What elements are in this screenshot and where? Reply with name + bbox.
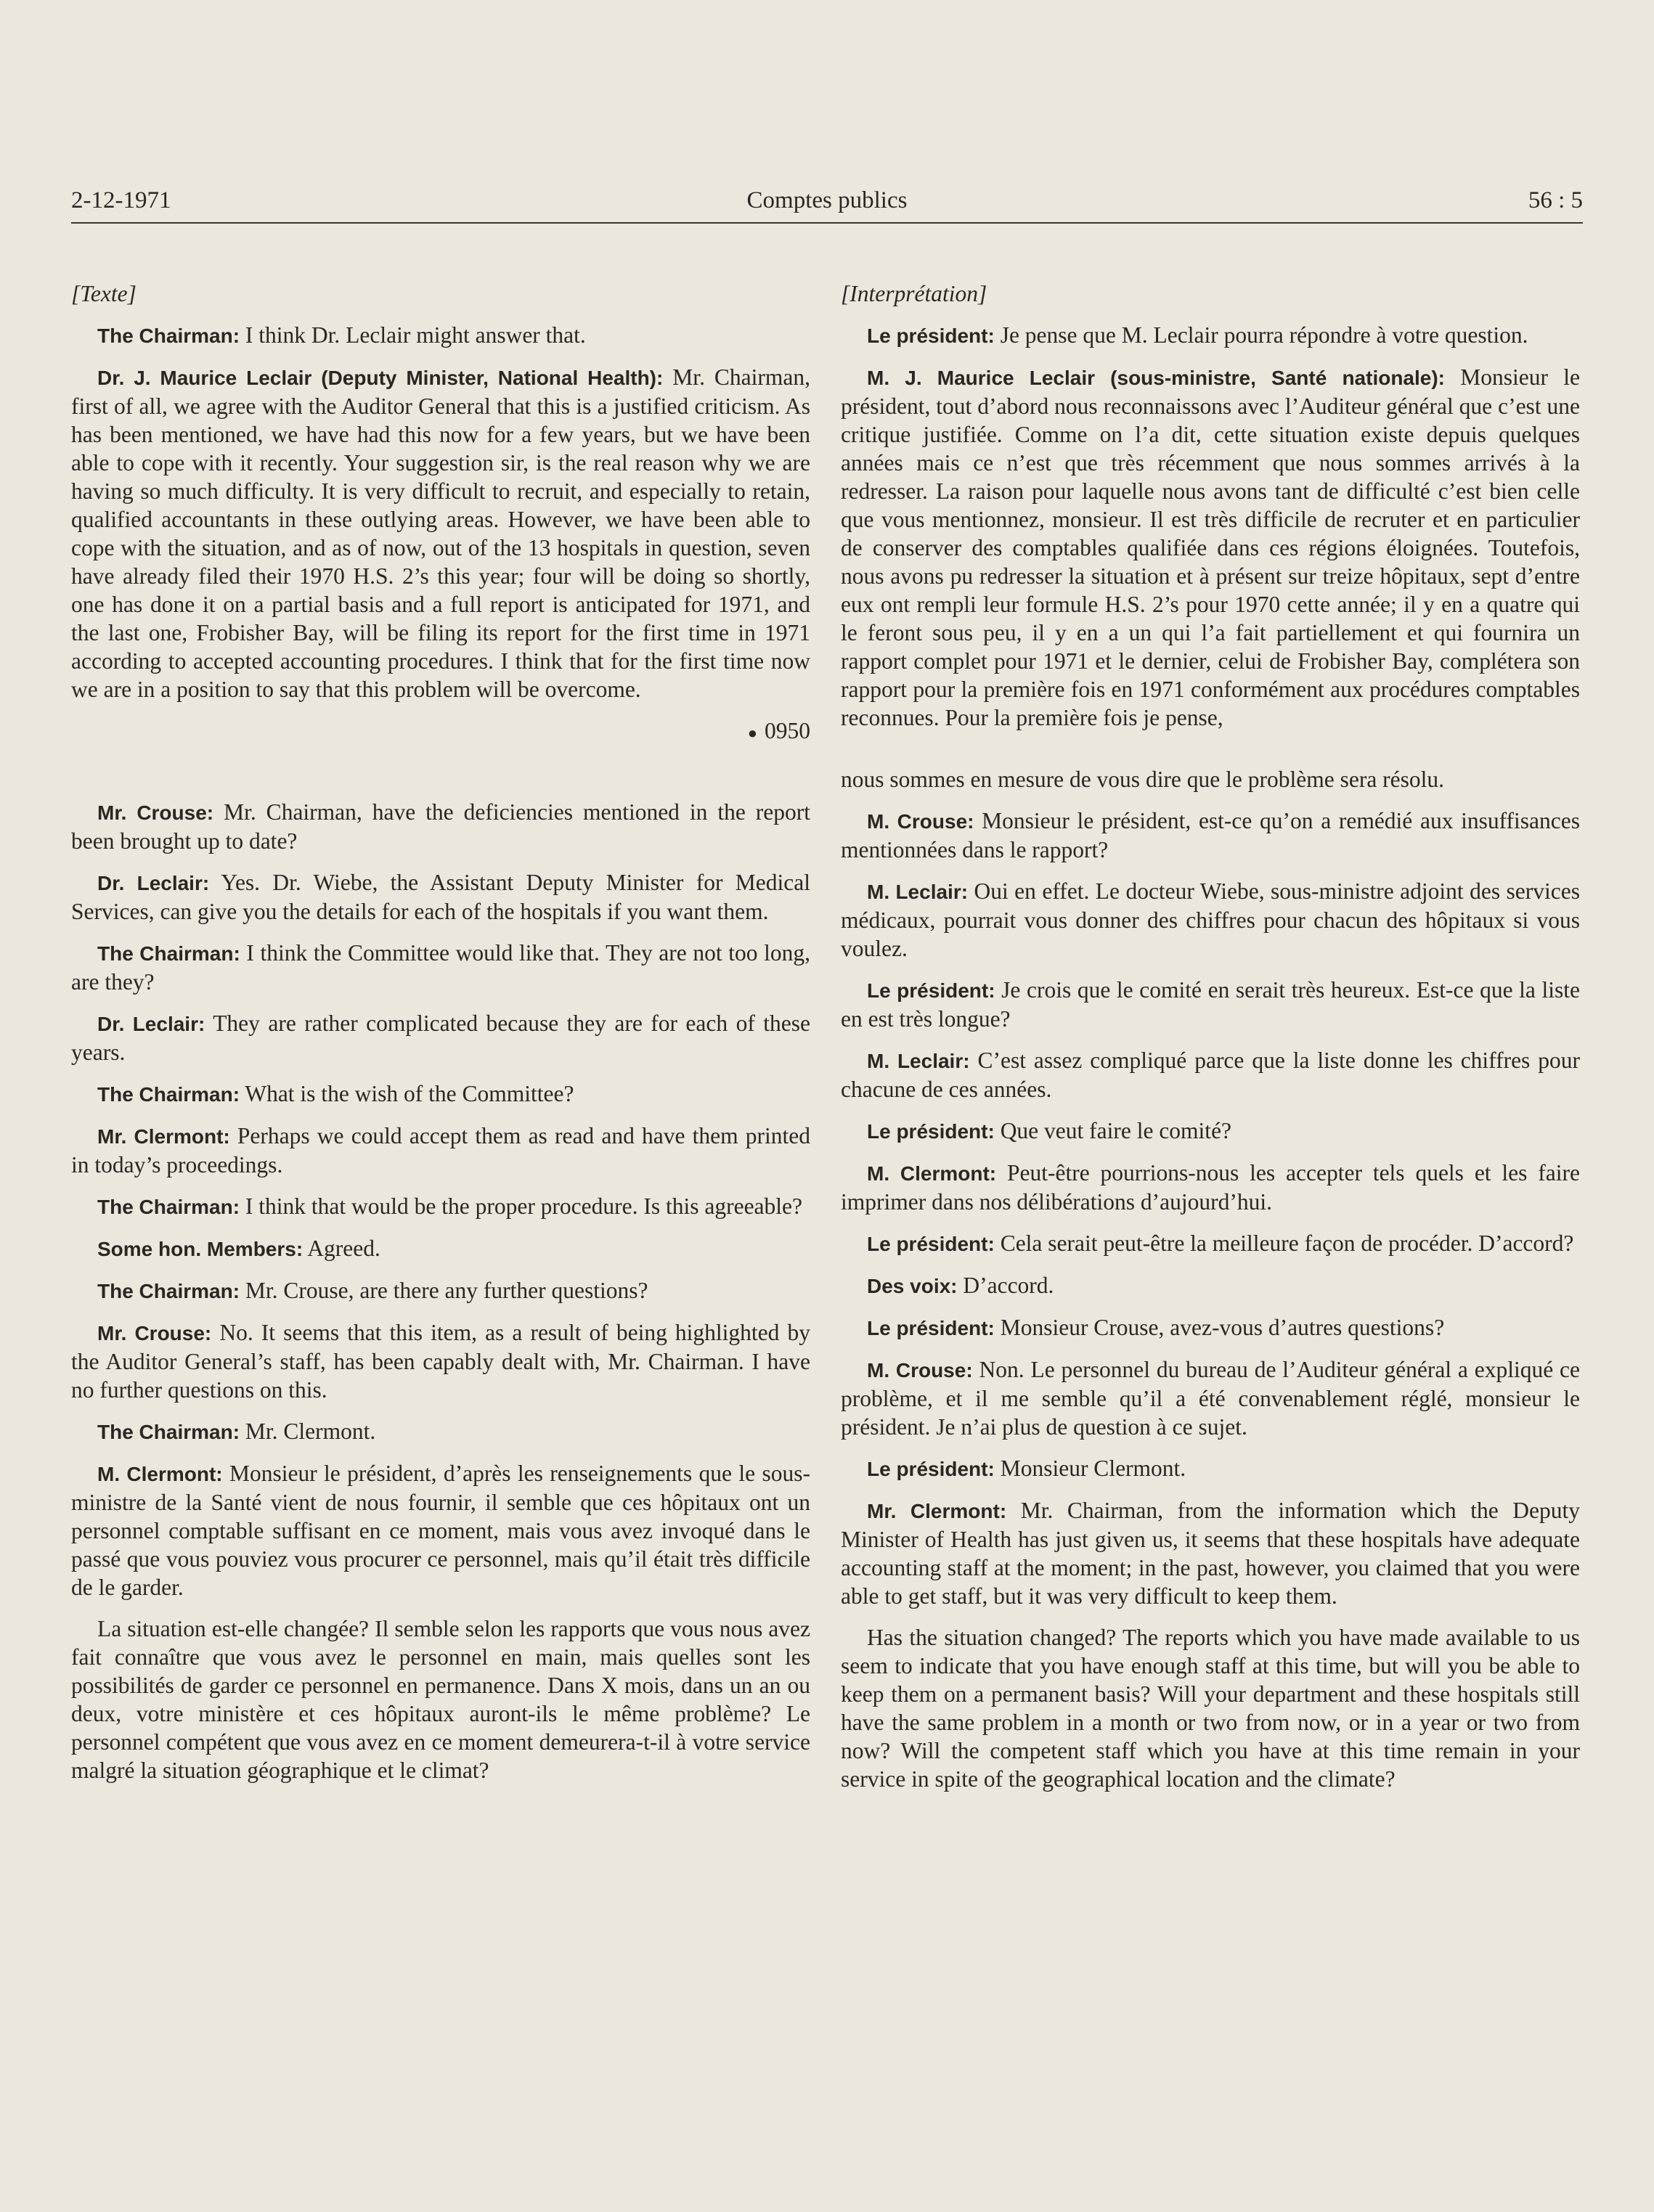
header-rule bbox=[71, 222, 1583, 224]
speech-text: I think Dr. Leclair might answer that. bbox=[240, 322, 586, 348]
section-label-texte: [Texte] bbox=[71, 281, 137, 306]
speaker-name: Dr. Leclair: bbox=[97, 1013, 205, 1036]
speech-paragraph bbox=[71, 1234, 810, 1263]
speaker-name: Mr. Crouse: bbox=[97, 801, 214, 825]
speech-paragraph bbox=[841, 976, 1580, 1033]
speech-paragraph bbox=[71, 1276, 810, 1305]
bullet-icon: ● bbox=[747, 724, 757, 743]
page-number: 56 : 5 bbox=[1528, 187, 1583, 213]
speech-paragraph bbox=[841, 1454, 1580, 1483]
speech-text: Yes. Dr. Wiebe, the Assistant Deputy Minister for Medical Services, can give you the details for each of the hospitals if you want them. bbox=[71, 870, 810, 925]
speech-text: Mr. Chairman, have the deficiencies mentioned in the report been brought up to date? bbox=[71, 799, 811, 854]
speech-text: Non. Le personnel du bureau de l’Auditeur général a expliqué ce problème, et il me semble qu’il a été convenablement réglé, monsieur le président. Je n’ai plus de question à ce sujet. bbox=[841, 1357, 1580, 1440]
speech-text: Mr. Crouse, are there any further questions? bbox=[240, 1278, 648, 1304]
speaker-name: Dr. Leclair: bbox=[97, 872, 210, 895]
speaker-name: Le président: bbox=[867, 1233, 995, 1255]
speech-text: Monsieur le président, est-ce qu’on a remédié aux insuffisances mentionnées dans le rapport? bbox=[841, 808, 1580, 862]
speaker-name: The Chairman: bbox=[97, 942, 240, 966]
speech-text: I think that would be the proper procedure. Is this agreeable? bbox=[240, 1193, 802, 1220]
left-column-english bbox=[71, 279, 810, 1797]
speech-text: Je crois que le comité en serait très heureux. Est-ce que la liste en est très longue? bbox=[841, 977, 1580, 1032]
speech-text: Monsieur le président, tout d’abord nous reconnaissons avec l’Auditeur général que c’est une critique justifiée. Comme on l’a dit, cette situation existe depuis quelques années mais ce n’est que très récemment que nous sommes arrivés à la redresser. La raison pour laquelle nous avons tant de difficulté c’est bien celle que vous mentionnez, monsieur. Il est très difficile de recruter et en particulier de conserver des comptables qualifiée dans ces régions éloignées. Toutefois, nous avons pu redresser la situation et à présent sur treize hôpitaux, sept d’entre eux ont rempli leur formule H.S. 2’s pour 1970 cette année; il y en a quatre qui le feront sous peu, il y en a un qui l’a fait partiellement et qui fournira un rapport complet pour 1971 et le dernier, celui de Frobisher Bay, complétera son rapport pour la première fois en 1971 conformément aux procédures comptables reconnues. Pour la première fois je pense, bbox=[841, 364, 1580, 730]
speech-paragraph bbox=[841, 1271, 1580, 1300]
speaker-name: Le président: bbox=[867, 1120, 995, 1143]
speech-paragraph bbox=[841, 1355, 1580, 1441]
speech-paragraph bbox=[841, 1046, 1580, 1103]
time-marker bbox=[71, 717, 810, 747]
section-label-interpretation: [Interprétation] bbox=[841, 281, 987, 306]
speech-text: Peut-être pourrions-nous les accepter tels quels et les faire imprimer dans nos délibérations d’aujourd’hui. bbox=[841, 1160, 1580, 1215]
right-continuation-paragraph: Has the situation changed? The reports which you have made available to us seem to indicate that you have enough staff at this time, but will you be able to keep them on a permanent basis? Will your department and these hospitals still have the same problem in a month or two from now, or in a year or two from now? Will the competent staff which you have at this time remain in your service in spite of the geographical location and the climate? bbox=[841, 1625, 1580, 1792]
header-date: 2-12-1971 bbox=[71, 187, 171, 213]
right-column-french bbox=[841, 279, 1580, 1806]
speech-paragraph bbox=[71, 321, 810, 350]
speaker-name: M. Crouse: bbox=[867, 810, 974, 833]
speaker-name: The Chairman: bbox=[97, 325, 240, 347]
speech-paragraph bbox=[841, 1229, 1580, 1258]
speech-text: Monsieur Clermont. bbox=[994, 1456, 1186, 1481]
speech-text: D’accord. bbox=[957, 1273, 1054, 1298]
speech-paragraph bbox=[841, 1159, 1580, 1216]
speaker-name: Mr. Crouse: bbox=[97, 1322, 212, 1345]
right-paragraph-group-2 bbox=[841, 807, 1580, 1610]
speaker-name: Le président: bbox=[867, 325, 995, 347]
speech-text: No. It seems that this item, as a result of being highlighted by the Auditor General’s staff, has been capably dealt with, Mr. Chairman. I have no further questions on this. bbox=[71, 1320, 811, 1403]
speaker-name: Le président: bbox=[867, 979, 995, 1002]
speaker-name: Some hon. Members: bbox=[97, 1238, 303, 1261]
right-paragraph-group-1 bbox=[841, 321, 1580, 732]
right-carryover-paragraph: nous sommes en mesure de vous dire que le problème sera résolu. bbox=[841, 767, 1445, 792]
speech-text: Mr. Chairman, from the information which the Deputy Minister of Health has just given us, it seems that these hospitals have adequate accounting staff at the moment; in the past, however, you claimed that you were able to get staff, but it was very difficult to keep them. bbox=[841, 1498, 1580, 1609]
speech-text: Je pense que M. Leclair pourra répondre à votre question. bbox=[994, 322, 1528, 348]
left-paragraph-group-2 bbox=[71, 798, 810, 1601]
speech-text: I think the Committee would like that. They are not too long, are they? bbox=[71, 940, 810, 995]
speech-paragraph bbox=[841, 807, 1580, 864]
speaker-name: M. Clermont: bbox=[867, 1162, 997, 1185]
speech-text: C’est assez compliqué parce que la liste donne les chiffres pour chacune de ces années. bbox=[841, 1048, 1580, 1102]
speech-text: Perhaps we could accept them as read and have them printed in today’s proceedings. bbox=[71, 1123, 810, 1178]
speech-paragraph bbox=[71, 1459, 810, 1601]
speech-text: Agreed. bbox=[303, 1236, 380, 1262]
speech-text: What is the wish of the Committee? bbox=[240, 1081, 574, 1107]
speech-paragraph bbox=[71, 1122, 810, 1179]
speaker-name: Le président: bbox=[867, 1458, 995, 1480]
speech-text: Monsieur Crouse, avez-vous d’autres questions? bbox=[994, 1315, 1445, 1340]
speech-paragraph bbox=[841, 321, 1580, 350]
speech-text: Que veut faire le comité? bbox=[994, 1118, 1232, 1143]
speech-paragraph bbox=[841, 1117, 1580, 1146]
running-header bbox=[71, 187, 1583, 224]
speech-paragraph bbox=[841, 363, 1580, 732]
left-paragraph-group-1 bbox=[71, 321, 810, 703]
speaker-name: The Chairman: bbox=[97, 1421, 240, 1444]
speech-paragraph bbox=[71, 1080, 810, 1109]
speaker-name: Dr. J. Maurice Leclair (Deputy Minister, National Health): bbox=[97, 367, 664, 389]
speech-paragraph bbox=[71, 1192, 810, 1221]
speech-paragraph bbox=[71, 868, 810, 926]
speech-paragraph bbox=[71, 1009, 810, 1066]
speech-text: Cela serait peut-être la meilleure façon de procéder. D’accord? bbox=[994, 1231, 1574, 1256]
speaker-name: Le président: bbox=[867, 1317, 995, 1339]
time-marker-value: 0950 bbox=[765, 718, 810, 743]
speaker-name: The Chairman: bbox=[97, 1196, 240, 1219]
speech-paragraph bbox=[841, 1496, 1580, 1610]
speaker-name: The Chairman: bbox=[97, 1083, 240, 1106]
header-title: Comptes publics bbox=[746, 187, 908, 213]
left-continuation-paragraph: La situation est-elle changée? Il semble selon les rapports que vous nous avez fait connaître que vous avez le personnel en main, mais quelles sont les possibilités de garder ce personnel en permanence. Dans X mois, dans un an ou deux, votre ministère et ces hôpitaux auront-ils le même problème? Le personnel compétent que vous avez en ce moment demeurera-t-il à votre service malgré la situation géographique et le climat? bbox=[71, 1616, 810, 1784]
speech-paragraph bbox=[841, 1313, 1580, 1342]
speech-text: Mr. Chairman, first of all, we agree with the Auditor General that this is a justified criticism. As has been mentioned, we have had this now for a few years, but we have been able to cope with it recently. Your suggestion sir, is the real reason why we are having so much difficulty. It is very difficult to recruit, and especially to retain, qualified accountants in these outlying areas. However, we have been able to cope with the situation, and as of now, out of the 13 hospitals in question, seven have already filed their 1970 H.S. 2’s this year; four will be doing so shortly, one has done it on a partial basis and a full report is anticipated for 1971, and the last one, Frobisher Bay, will be filing its report for the first time in 1971 according to accepted accounting procedures. I think that for the first time now we are in a position to say that this problem will be overcome. bbox=[71, 364, 810, 702]
speaker-name: M. Leclair: bbox=[867, 1050, 970, 1072]
speaker-name: Mr. Clermont: bbox=[867, 1500, 1007, 1522]
speech-text: They are rather complicated because they are for each of these years. bbox=[71, 1011, 810, 1066]
speaker-name: Des voix: bbox=[867, 1275, 958, 1297]
speech-paragraph bbox=[71, 1318, 810, 1404]
column-break-gap bbox=[841, 745, 1580, 765]
speech-paragraph bbox=[71, 363, 810, 703]
speech-paragraph bbox=[71, 1417, 810, 1446]
speech-paragraph bbox=[71, 939, 810, 996]
speaker-name: M. J. Maurice Leclair (sous-ministre, Santé nationale): bbox=[867, 367, 1445, 389]
speaker-name: M. Leclair: bbox=[867, 881, 969, 903]
speaker-name: M. Clermont: bbox=[97, 1463, 223, 1486]
speech-paragraph bbox=[841, 877, 1580, 963]
speech-text: Oui en effet. Le docteur Wiebe, sous-ministre adjoint des services médicaux, pourrait vous donner des chiffres pour chacun des hôpitaux si vous voulez. bbox=[841, 878, 1580, 961]
speech-text: Monsieur le président, d’après les renseignements que le sous-ministre de la Santé vient de nous fournir, il semble que ces hôpitaux ont un personnel comptable suffisant en ce moment, mais vous avez invoqué dans le passé que vous pouviez vous procurer ce personnel, mais qu’il était très difficile de le garder. bbox=[71, 1461, 810, 1601]
speech-text: Mr. Clermont. bbox=[240, 1419, 376, 1445]
speaker-name: Mr. Clermont: bbox=[97, 1125, 230, 1148]
speech-paragraph bbox=[71, 798, 810, 855]
speaker-name: The Chairman: bbox=[97, 1280, 240, 1303]
speaker-name: M. Crouse: bbox=[867, 1359, 973, 1382]
